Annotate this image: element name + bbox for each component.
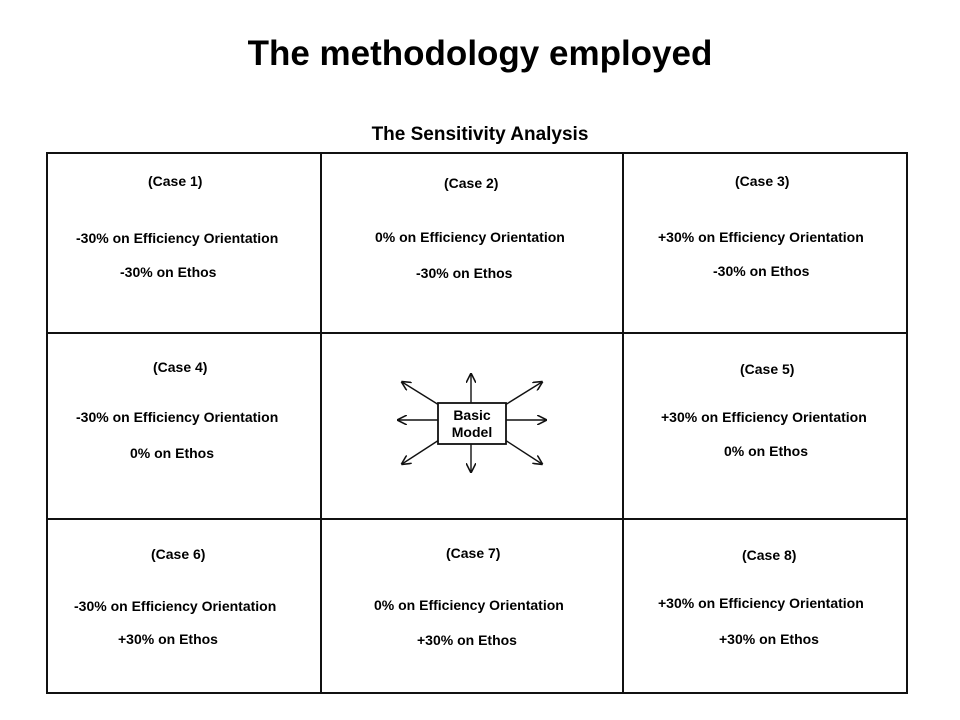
arrow-down-left: [402, 440, 439, 464]
case-1-efficiency: -30% on Efficiency Orientation: [76, 230, 279, 246]
arrow-up-left: [402, 382, 439, 405]
case-4-efficiency: -30% on Efficiency Orientation: [76, 409, 279, 425]
arrow-up-right: [505, 382, 542, 405]
basic-model-label-line2: Model: [451, 424, 493, 440]
case-7-ethos: +30% on Ethos: [417, 632, 517, 648]
case-6-label: (Case 6): [151, 546, 206, 562]
case-7-efficiency: 0% on Efficiency Orientation: [374, 597, 564, 613]
sensitivity-grid: [46, 152, 908, 694]
case-5-efficiency: +30% on Efficiency Orientation: [661, 409, 867, 425]
case-1-ethos: -30% on Ethos: [120, 264, 217, 280]
case-4-ethos: 0% on Ethos: [130, 445, 215, 461]
case-3-label: (Case 3): [735, 173, 790, 189]
case-6-efficiency: -30% on Efficiency Orientation: [74, 598, 277, 614]
case-4-label: (Case 4): [153, 359, 208, 375]
case-2-ethos: -30% on Ethos: [416, 265, 513, 281]
case-1-label: (Case 1): [148, 173, 203, 189]
case-5-ethos: 0% on Ethos: [724, 443, 809, 459]
case-3-efficiency: +30% on Efficiency Orientation: [658, 229, 864, 245]
page-title: The methodology employed: [247, 34, 713, 73]
case-8-ethos: +30% on Ethos: [719, 631, 819, 647]
case-7-label: (Case 7): [446, 545, 501, 561]
case-5-label: (Case 5): [740, 361, 795, 377]
case-2-efficiency: 0% on Efficiency Orientation: [375, 229, 565, 245]
case-8-label: (Case 8): [742, 547, 797, 563]
basic-model-label-line1: Basic: [453, 407, 491, 423]
arrow-down-right: [505, 440, 542, 464]
diagram-subtitle: The Sensitivity Analysis: [371, 124, 589, 145]
case-8-efficiency: +30% on Efficiency Orientation: [658, 595, 864, 611]
case-6-ethos: +30% on Ethos: [118, 631, 218, 647]
case-2-label: (Case 2): [444, 175, 499, 191]
case-3-ethos: -30% on Ethos: [713, 263, 810, 279]
